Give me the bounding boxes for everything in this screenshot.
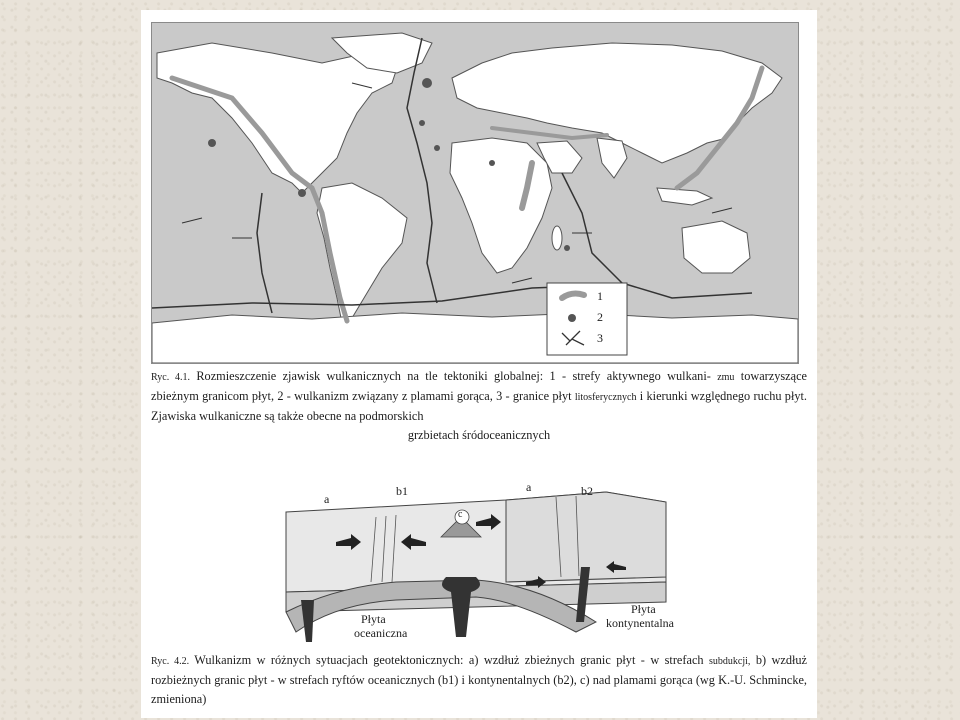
australia xyxy=(682,221,750,273)
world-tectonics-map xyxy=(151,22,799,364)
figure1-caption-line4: grzbietach śródoceanicznych xyxy=(407,428,551,442)
india xyxy=(597,138,627,178)
textbook-page xyxy=(141,10,817,718)
label-b2: b2 xyxy=(581,484,593,498)
label-b1: b1 xyxy=(396,484,408,498)
figure2-caption-line3: c) nad plamami gorąca (wg K.-U. Schmincke, zmieniona) xyxy=(151,673,808,706)
hotspot-hawaii xyxy=(208,139,216,147)
volcanism-block-diagram xyxy=(276,472,676,650)
pacific-ridge xyxy=(257,193,272,313)
figure2-caption-line2: b) wzdłuż rozbieżnych granic płyt - w strefach ryftów oceanicznych (b1) i kontynentalnych (b2), xyxy=(151,653,807,687)
figure2-label: Ryc. 4.2. xyxy=(151,656,190,667)
figure2-caption-label2: subdukcji, xyxy=(708,656,751,667)
figure1-label: Ryc. 4.1. xyxy=(151,372,190,383)
map-legend xyxy=(547,283,627,355)
hotspot-azores xyxy=(419,120,425,126)
madagascar xyxy=(552,226,562,250)
label-oceanic-1: Płyta xyxy=(361,612,386,626)
label-oceanic-2: oceaniczna xyxy=(354,626,408,640)
hotspot-iceland xyxy=(422,78,432,88)
indonesia xyxy=(657,188,712,205)
hotspot-tibesti xyxy=(489,160,495,166)
legend-num-3: 3 xyxy=(597,331,603,345)
figure1-caption-line1: Rozmieszczenie zjawisk wulkanicznych na tle tektoniki globalnej: 1 - strefy aktywnego wulkani- xyxy=(196,369,711,383)
hotspot-reunion xyxy=(564,245,570,251)
legend-num-1: 1 xyxy=(597,289,603,303)
label-continental-2: kontynentalna xyxy=(606,616,674,630)
label-c: c xyxy=(458,509,463,520)
map-svg xyxy=(152,23,798,363)
africa xyxy=(450,138,552,273)
figure1-caption-label3: litosferycznych xyxy=(574,392,637,403)
label-a-left: a xyxy=(324,492,330,506)
north-america xyxy=(157,43,397,193)
figure2-caption-line1: Wulkanizm w różnych sytuacjach geotektonicznych: a) wzdłuż zbieżnych granic płyt - w strefach xyxy=(194,653,704,667)
hotspot-canary xyxy=(434,145,440,151)
label-continental-1: Płyta xyxy=(631,602,656,616)
legend-symbol-2 xyxy=(568,314,576,322)
figure1-caption-line2: towarzyszące zbieżnym granicom płyt, 2 - wulkanizm związany z plamami gorąca, 3 - granice płyt xyxy=(151,369,808,403)
label-a-right: a xyxy=(526,480,532,494)
hotspot-galapagos xyxy=(298,189,306,197)
figure1-caption-line3: i kierunki względnego ruchu płyt. Zjawiska wulkaniczne są także obecne na podmorskich xyxy=(151,389,808,423)
legend-num-2: 2 xyxy=(597,310,603,324)
antarctica xyxy=(152,313,798,363)
figure1-caption-label2: zmu xyxy=(717,372,735,383)
southern-ridge xyxy=(152,285,612,308)
figure1-caption xyxy=(151,367,807,445)
mid-atlantic-ridge xyxy=(407,38,437,303)
figure2-caption xyxy=(151,651,807,709)
